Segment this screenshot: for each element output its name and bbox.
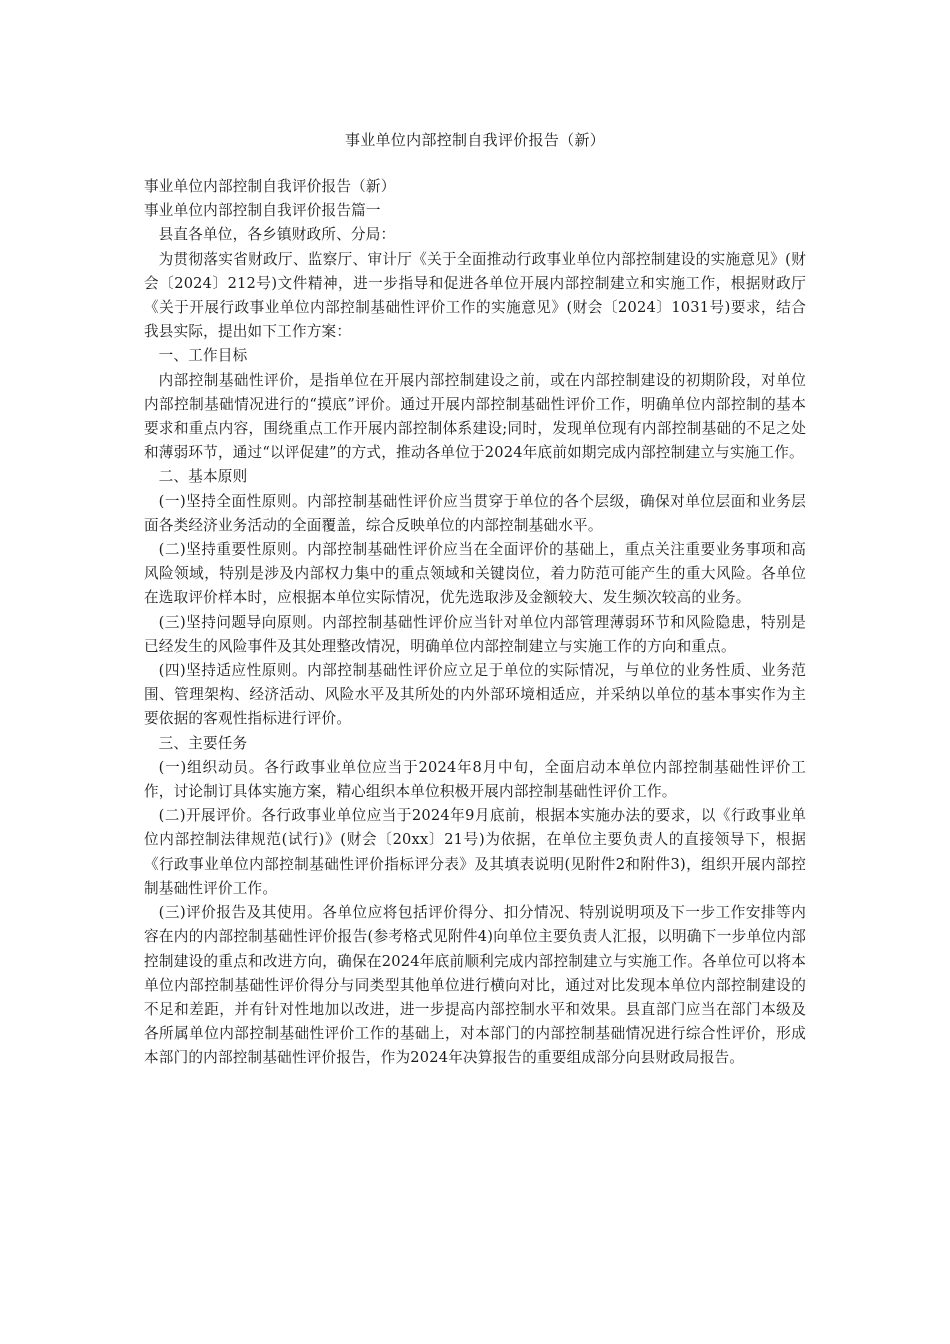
salutation: 县直各单位，各乡镇财政所、分局： bbox=[158, 226, 396, 244]
paragraph: 为贯彻落实省财政厅、监察厅、审计厅《关于全面推动行政事业单位内部控制建设的实施意见》(财会〔2024〕212号)文件精神，进一步指导和促进各单位开展内部控制建立和实施工作，根据财政厅《关于开展行政事业单位内部控制基础性评价工作的实施意见》(财会〔2024〕1031号)要求，结合我县实际，提出如下工作方案： bbox=[144, 250, 806, 341]
section-heading: 一、工作目标 bbox=[158, 347, 248, 365]
document-body bbox=[144, 175, 806, 1071]
document-title: 事业单位内部控制自我评价报告（新） bbox=[344, 131, 606, 149]
paragraph: (二)坚持重要性原则。内部控制基础性评价应当在全面评价的基础上，重点关注重要业务事项和高风险领域，特别是涉及内部权力集中的重点领域和关键岗位，着力防范可能产生的重大风险。各单位在选取评价样本时，应根据本单位实际情况，优先选取涉及金额较大、发生频次较高的业务。 bbox=[144, 541, 806, 607]
section-heading: 三、主要任务 bbox=[158, 734, 248, 752]
paragraph: (三)坚持问题导向原则。内部控制基础性评价应当针对单位内部管理薄弱环节和风险隐患，特别是已经发生的风险事件及其处理整改情况，明确单位内部控制建立与实施工作的方向和重点。 bbox=[144, 613, 806, 655]
section-heading: 二、基本原则 bbox=[158, 468, 248, 486]
paragraph: (二)开展评价。各行政事业单位应当于2024年9月底前，根据本实施办法的要求，以《行政事业单位内部控制法律规范(试行)》(财会〔20xx〕21号)为依据，在单位主要负责人的直接领导下，根据《行政事业单位内部控制基础性评价指标评分表》及其填表说明(见附件2和附件3)，组织开展内部控制基础性评价工作。 bbox=[144, 807, 806, 897]
paragraph: (三)评价报告及其使用。各单位应将包括评价得分、扣分情况、特别说明项及下一步工作安排等内容在内的内部控制基础性评价报告(参考格式见附件4)向单位主要负责人汇报，以明确下一步单位内部控制建设的重点和改进方向，确保在2024年底前顺利完成内部控制建立与实施工作。各单位可以将本单位内部控制基础性评价得分与同类型其他单位进行横向对比，通过对比发现本单位内部控制建设的不足和差距，并有针对性地加以改进，进一步提高内部控制水平和效果。县直部门应当在部门本级及各所属单位内部控制基础性评价工作的基础上，对本部门的内部控制基础情况进行综合性评价，形成本部门的内部控制基础性评价报告，作为2024年决算报告的重要组成部分向县财政局报告。 bbox=[144, 904, 806, 1067]
paragraph: 内部控制基础性评价，是指单位在开展内部控制建设之前，或在内部控制建设的初期阶段，对单位内部控制基础情况进行的“摸底”评价。通过开展内部控制基础性评价工作，明确单位内部控制的基本要求和重点内容，围绕重点工作开展内部控制体系建设;同时，发现单位现有内部控制基础的不足之处和薄弱环节，通过“以评促建”的方式，推动各单位于2024年底前如期完成内部控制建立与实施工作。 bbox=[144, 371, 806, 462]
document-subtitle: 事业单位内部控制自我评价报告（新） bbox=[144, 178, 396, 195]
paragraph: (四)坚持适应性原则。内部控制基础性评价应立足于单位的实际情况，与单位的业务性质、业务范围、管理架构、经济活动、风险水平及其所处的内外部环境相适应，并采纳以单位的基本事实作为主要依据的客观性指标进行评价。 bbox=[144, 662, 806, 728]
paragraph: (一)组织动员。各行政事业单位应当于2024年8月中旬，全面启动本单位内部控制基础性评价工作，讨论制订具体实施方案，精心组织本单位积极开展内部控制基础性评价工作。 bbox=[144, 758, 806, 801]
paragraph: (一)坚持全面性原则。内部控制基础性评价应当贯穿于单位的各个层级，确保对单位层面和业务层面各类经济业务活动的全面覆盖，综合反映单位的内部控制基础水平。 bbox=[144, 492, 806, 534]
section-title: 事业单位内部控制自我评价报告篇一 bbox=[144, 202, 381, 220]
